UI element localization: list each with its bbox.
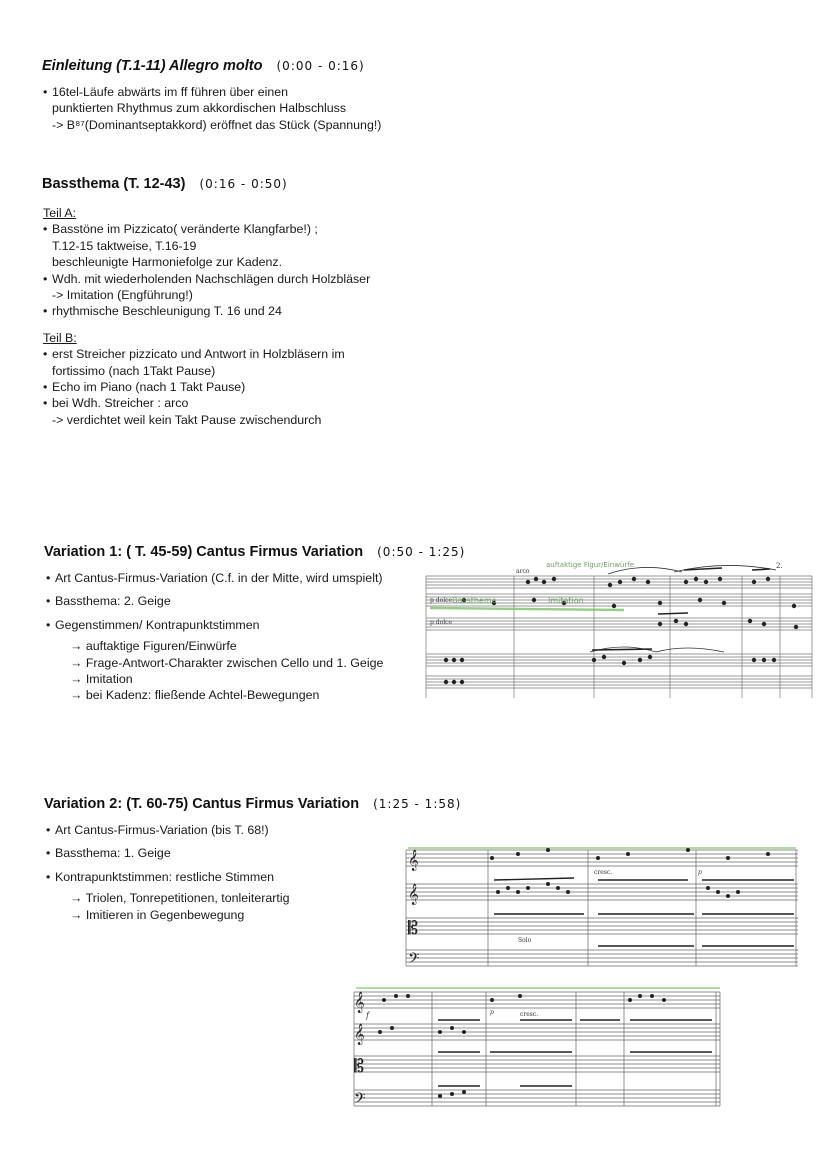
var1-sub: auftaktige Figuren/Einwürfe — [85, 639, 237, 654]
svg-text:𝄞: 𝄞 — [408, 884, 419, 905]
arrow-right-icon: → — [70, 655, 86, 670]
teil-a-label: Teil A: — [43, 206, 77, 220]
var1-title: Variation 1: ( T. 45-59) Cantus Firmus Variation — [44, 544, 364, 560]
arrow-right-icon: → — [70, 907, 86, 922]
score-annotation-imitation: Imitation — [548, 596, 584, 605]
intro-time: (0:00 - 0:16) — [276, 59, 365, 73]
var2-score-image-2 — [340, 978, 728, 1120]
teil-a-line: Wdh. mit wiederholenden Nachschlägen durch Holzbläser — [52, 271, 371, 286]
score-label-pdolce: p dolce — [430, 597, 453, 604]
var2-title: Variation 2: (T. 60-75) Cantus Firmus Variation — [44, 796, 360, 812]
bullet-icon: • — [46, 617, 51, 632]
teil-b-line: bei Wdh. Streicher : arco — [52, 396, 189, 411]
score-label-solo: Solo — [518, 937, 532, 944]
var2-sub: Triolen, Tonrepetitionen, tonleiterartig — [85, 891, 290, 906]
svg-text:𝄞: 𝄞 — [354, 1024, 365, 1045]
teil-a-line: rhythmische Beschleunigung T. 16 und 24 — [52, 304, 282, 319]
bullet-icon: • — [43, 396, 48, 411]
var2-item: Art Cantus-Firmus-Variation (bis T. 68!) — [55, 823, 269, 837]
score-label-p: p — [698, 869, 702, 876]
var1-item: Bassthema: 2. Geige — [55, 594, 171, 609]
bullet-icon: • — [43, 380, 48, 395]
score-label-cresc-2: cresc. — [520, 1011, 539, 1018]
bullet-icon: • — [43, 347, 48, 362]
bass-time: (0:16 - 0:50) — [199, 177, 288, 191]
score-label-cresc: cresc. — [594, 869, 613, 876]
var1-item: Art Cantus-Firmus-Variation (C.f. in der Mitte, wird umspielt) — [55, 571, 383, 585]
var1-time: (0:50 - 1:25) — [377, 545, 466, 559]
bullet-icon: • — [46, 594, 51, 609]
var2-sub: Imitieren in Gegenbewegung — [85, 907, 245, 922]
bullet-icon: • — [46, 823, 51, 837]
var2-item: Bassthema: 1. Geige — [55, 846, 171, 861]
svg-text:𝄞: 𝄞 — [354, 992, 365, 1013]
teil-a-line: beschleunigte Harmoniefolge zur Kadenz. — [52, 255, 283, 270]
bass-body — [43, 205, 370, 428]
teil-b-line: Echo im Piano (nach 1 Takt Pause) — [52, 380, 246, 395]
teil-b-label: Teil B: — [43, 330, 77, 345]
var1-sub: Imitation — [85, 672, 133, 687]
svg-text:𝄞: 𝄞 — [408, 850, 419, 871]
teil-b-line: -> verdichtet weil kein Takt Pause zwischendurch — [52, 412, 322, 427]
bass-title: Bassthema (T. 12-43) — [42, 176, 186, 192]
bullet-icon: • — [46, 571, 51, 585]
score-annotation-auftakt: auftaktige Figur/Einwürfe — [546, 561, 635, 569]
var1-sub: bei Kadenz: fließende Achtel-Bewegungen — [85, 688, 320, 703]
intro-heading — [42, 58, 365, 74]
arrow-right-icon: → — [70, 672, 86, 687]
intro-body — [43, 84, 381, 133]
teil-b-line: fortissimo (nach 1Takt Pause) — [52, 363, 216, 378]
svg-text:𝄢: 𝄢 — [408, 950, 420, 971]
score-label-p-2: p — [490, 1009, 494, 1016]
intro-tempo: Allegro molto — [169, 58, 263, 74]
var1-item: Gegenstimmen/ Kontrapunktstimmen — [55, 617, 260, 632]
teil-b-line: erst Streicher pizzicato und Antwort in Holzbläsern im — [52, 347, 345, 362]
arrow-right-icon: → — [70, 688, 86, 703]
intro-line: punktierten Rhythmus zum akkordischen Halbschluss — [52, 101, 347, 116]
var1-sub: Frage-Antwort-Charakter zwischen Cello und 1. Geige — [85, 655, 384, 670]
bass-heading — [42, 176, 288, 192]
bullet-icon: • — [46, 869, 51, 884]
bullet-icon: • — [43, 271, 48, 286]
bullet-icon: • — [43, 222, 48, 237]
teil-a-line: -> Imitation (Engführung!) — [52, 288, 193, 303]
var2-time: (1:25 - 1:58) — [373, 797, 462, 811]
score-volta: 2. — [776, 562, 783, 570]
arrow-right-icon: → — [70, 891, 86, 906]
intro-line: -> B⁸⁷(Dominantseptakkord) eröffnet das Stück (Spannung!) — [52, 117, 382, 132]
arrow-right-icon: → — [70, 639, 86, 654]
intro-line: 16tel-Läufe abwärts im ff führen über einen — [52, 85, 289, 99]
svg-text:𝄡: 𝄡 — [354, 1056, 365, 1077]
var1-body — [46, 570, 383, 704]
teil-a-line: Basstöne im Pizzicato( veränderte Klangfarbe!) ; — [52, 222, 318, 237]
var2-item: Kontrapunktstimmen: restliche Stimmen — [55, 869, 274, 884]
bullet-icon: • — [43, 304, 48, 319]
teil-a-line: T.12-15 taktweise, T.16-19 — [52, 238, 197, 253]
score-annotation-bassthema: Bassthema — [452, 596, 497, 605]
score-label-f: f — [366, 1011, 369, 1020]
var2-heading — [44, 796, 461, 812]
svg-text:𝄡: 𝄡 — [408, 918, 419, 939]
score-label-pdolce-2: p dolce — [430, 619, 453, 626]
bullet-icon: • — [43, 85, 48, 99]
score-label-arco: arco — [516, 568, 530, 575]
var2-body — [46, 822, 290, 923]
intro-title: Einleitung (T.1-11) — [42, 58, 170, 74]
var1-heading — [44, 544, 465, 560]
var1-score-image — [424, 558, 816, 704]
svg-text:𝄢: 𝄢 — [354, 1090, 366, 1111]
var2-score-image-1 — [398, 840, 800, 976]
bullet-icon: • — [46, 846, 51, 861]
